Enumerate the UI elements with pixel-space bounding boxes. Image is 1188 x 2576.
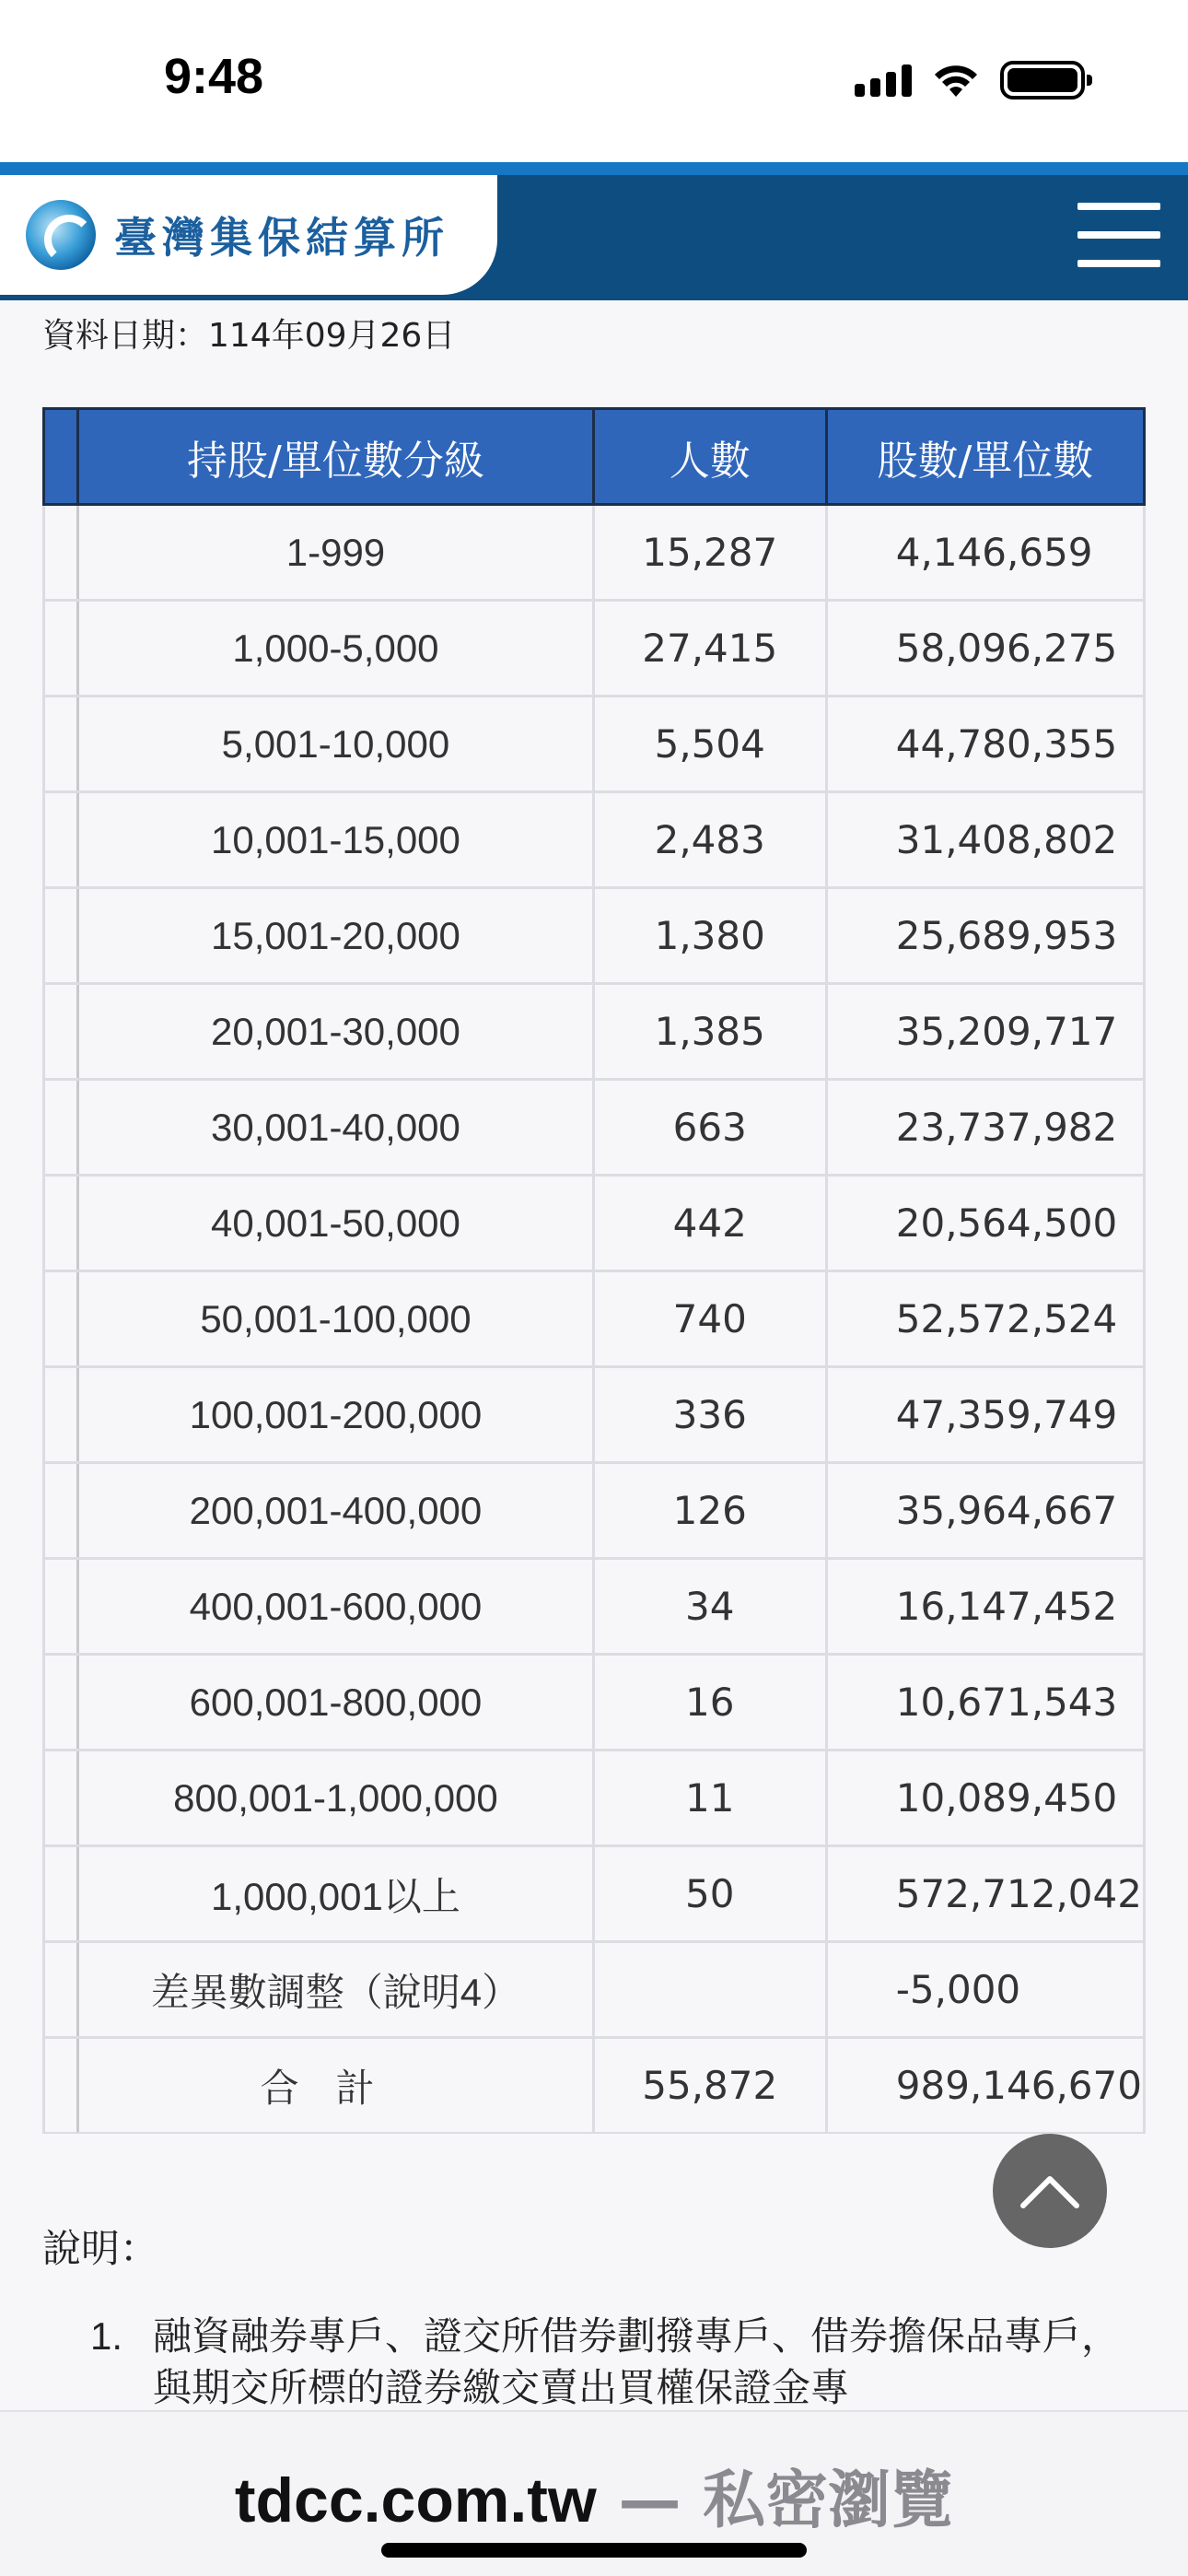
row-shares-cell: 58,096,275 <box>826 601 1144 697</box>
table-row <box>44 1176 1145 1271</box>
table-row <box>44 1655 1145 1751</box>
row-level-cell: 合計 <box>78 2038 593 2134</box>
table-row <box>44 1942 1145 2038</box>
row-people-cell: 16 <box>593 1655 826 1751</box>
table-row <box>44 505 1145 601</box>
hamburger-menu-icon[interactable] <box>1077 203 1160 267</box>
browser-bottom-bar <box>0 2410 1188 2576</box>
status-time: 9:48 <box>164 49 264 104</box>
row-people-cell: 55,872 <box>593 2038 826 2134</box>
row-people-cell: 15,287 <box>593 505 826 601</box>
table-header-people: 人數 <box>593 409 826 505</box>
row-people-cell: 11 <box>593 1751 826 1846</box>
row-people-cell <box>593 1942 826 2038</box>
tdcc-logo-icon <box>26 200 96 270</box>
table-row <box>44 1080 1145 1176</box>
row-level-cell: 10,001-15,000 <box>78 792 593 888</box>
row-level-cell: 1,000,001以上 <box>78 1846 593 1942</box>
row-people-cell: 27,415 <box>593 601 826 697</box>
row-extra-cell <box>44 697 78 792</box>
row-people-cell: 50 <box>593 1846 826 1942</box>
row-shares-cell: 10,089,450 <box>826 1751 1144 1846</box>
site-header <box>0 162 1188 300</box>
row-level-cell: 5,001-10,000 <box>78 697 593 792</box>
row-extra-cell <box>44 1463 78 1559</box>
row-shares-cell: 47,359,749 <box>826 1367 1144 1463</box>
row-extra-cell <box>44 2038 78 2134</box>
logo-text: 臺灣集保結算所 <box>114 213 449 263</box>
row-shares-cell: 10,671,543 <box>826 1655 1144 1751</box>
row-people-cell: 740 <box>593 1271 826 1367</box>
row-people-cell: 126 <box>593 1463 826 1559</box>
row-extra-cell <box>44 1080 78 1176</box>
table-row <box>44 1271 1145 1367</box>
row-level-cell: 400,001-600,000 <box>78 1559 593 1655</box>
row-extra-cell <box>44 984 78 1080</box>
row-shares-cell: -5,000 <box>826 1942 1144 2038</box>
row-level-cell: 差異數調整（說明4） <box>78 1942 593 2038</box>
notes-title: 說明： <box>42 2226 159 2271</box>
row-extra-cell <box>44 601 78 697</box>
note-text: 融資融券專戶、證交所借券劃撥專戶、借券擔保品專戶，與期交所標的證券繳交賣出買權保證金專 <box>153 2313 1121 2410</box>
url-text: tdcc.com.tw <box>234 2465 597 2535</box>
private-browsing-label: — 私密瀏覽 <box>596 2465 954 2537</box>
row-shares-cell: 31,408,802 <box>826 792 1144 888</box>
logo-link[interactable] <box>0 175 497 295</box>
home-indicator <box>381 2543 807 2558</box>
table-row <box>44 888 1145 984</box>
row-people-cell: 5,504 <box>593 697 826 792</box>
row-level-cell: 100,001-200,000 <box>78 1367 593 1463</box>
row-extra-cell <box>44 1271 78 1367</box>
table-header-level: 持股/單位數分級 <box>78 409 593 505</box>
table-row <box>44 792 1145 888</box>
row-people-cell: 1,385 <box>593 984 826 1080</box>
row-level-cell: 600,001-800,000 <box>78 1655 593 1751</box>
row-level-cell: 50,001-100,000 <box>78 1271 593 1367</box>
table-row <box>44 1463 1145 1559</box>
row-level-cell: 40,001-50,000 <box>78 1176 593 1271</box>
row-extra-cell <box>44 1559 78 1655</box>
row-level-cell: 15,001-20,000 <box>78 888 593 984</box>
chevron-up-icon <box>1018 2171 1082 2211</box>
row-extra-cell <box>44 1751 78 1846</box>
table-row <box>44 2038 1145 2134</box>
row-level-cell: 1-999 <box>78 505 593 601</box>
shareholding-table-container[interactable] <box>42 407 1146 2134</box>
table-row <box>44 984 1145 1080</box>
table-header-shares: 股數/單位數 <box>826 409 1144 505</box>
table-header-extra <box>44 409 78 505</box>
row-extra-cell <box>44 1176 78 1271</box>
note-number: 1. <box>90 2314 123 2358</box>
row-people-cell: 336 <box>593 1367 826 1463</box>
row-extra-cell <box>44 1367 78 1463</box>
table-header-row <box>44 409 1145 505</box>
battery-icon <box>1000 61 1085 100</box>
table-row <box>44 1751 1145 1846</box>
row-extra-cell <box>44 792 78 888</box>
row-people-cell: 2,483 <box>593 792 826 888</box>
table-row <box>44 1846 1145 1942</box>
row-people-cell: 34 <box>593 1559 826 1655</box>
scroll-to-top-button[interactable] <box>993 2134 1107 2248</box>
row-shares-cell: 25,689,953 <box>826 888 1144 984</box>
signal-icon <box>855 64 912 97</box>
row-level-cell: 1,000-5,000 <box>78 601 593 697</box>
row-extra-cell <box>44 1942 78 2038</box>
row-people-cell: 663 <box>593 1080 826 1176</box>
shareholding-table <box>42 407 1146 2134</box>
row-shares-cell: 572,712,042 <box>826 1846 1144 1942</box>
row-shares-cell: 4,146,659 <box>826 505 1144 601</box>
row-shares-cell: 23,737,982 <box>826 1080 1144 1176</box>
table-row <box>44 697 1145 792</box>
row-shares-cell: 989,146,670 <box>826 2038 1144 2134</box>
row-extra-cell <box>44 505 78 601</box>
wifi-icon <box>932 62 980 99</box>
table-row <box>44 601 1145 697</box>
row-shares-cell: 52,572,524 <box>826 1271 1144 1367</box>
row-shares-cell: 35,964,667 <box>826 1463 1144 1559</box>
row-shares-cell: 16,147,452 <box>826 1559 1144 1655</box>
data-date: 資料日期：114年09月26日 <box>42 317 456 355</box>
row-level-cell: 30,001-40,000 <box>78 1080 593 1176</box>
row-shares-cell: 35,209,717 <box>826 984 1144 1080</box>
row-extra-cell <box>44 1655 78 1751</box>
row-level-cell: 800,001-1,000,000 <box>78 1751 593 1846</box>
row-shares-cell: 20,564,500 <box>826 1176 1144 1271</box>
row-extra-cell <box>44 1846 78 1942</box>
status-icons <box>855 57 1085 103</box>
row-people-cell: 442 <box>593 1176 826 1271</box>
address-bar[interactable] <box>0 2451 1188 2540</box>
table-row <box>44 1367 1145 1463</box>
row-shares-cell: 44,780,355 <box>826 697 1144 792</box>
row-level-cell: 200,001-400,000 <box>78 1463 593 1559</box>
row-people-cell: 1,380 <box>593 888 826 984</box>
row-level-cell: 20,001-30,000 <box>78 984 593 1080</box>
table-row <box>44 1559 1145 1655</box>
status-bar <box>0 0 1188 162</box>
row-extra-cell <box>44 888 78 984</box>
